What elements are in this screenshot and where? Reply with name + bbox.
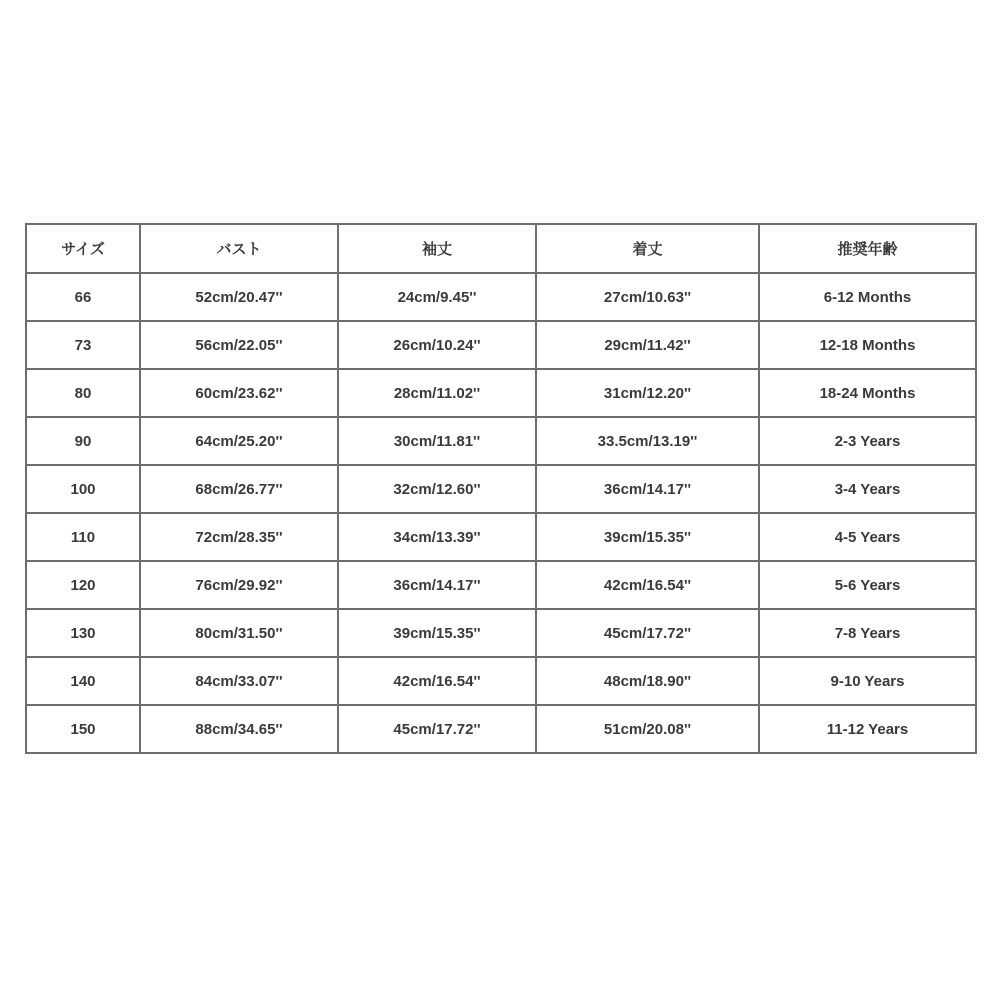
cell-length: 31cm/12.20'' <box>536 369 759 417</box>
cell-bust: 72cm/28.35'' <box>140 513 338 561</box>
table-row <box>26 369 976 417</box>
cell-sleeve: 28cm/11.02'' <box>338 369 536 417</box>
cell-age: 5-6 Years <box>759 561 976 609</box>
cell-bust: 68cm/26.77'' <box>140 465 338 513</box>
table-row <box>26 609 976 657</box>
size-chart-table <box>25 223 977 754</box>
cell-sleeve: 42cm/16.54'' <box>338 657 536 705</box>
cell-length: 42cm/16.54'' <box>536 561 759 609</box>
table-row <box>26 513 976 561</box>
table-row <box>26 561 976 609</box>
cell-bust: 52cm/20.47'' <box>140 273 338 321</box>
column-header-bust: バスト <box>140 224 338 273</box>
cell-length: 29cm/11.42'' <box>536 321 759 369</box>
cell-size: 80 <box>26 369 140 417</box>
table-row <box>26 465 976 513</box>
cell-length: 33.5cm/13.19'' <box>536 417 759 465</box>
column-header-length: 着丈 <box>536 224 759 273</box>
cell-size: 66 <box>26 273 140 321</box>
cell-bust: 88cm/34.65'' <box>140 705 338 753</box>
cell-size: 130 <box>26 609 140 657</box>
cell-sleeve: 30cm/11.81'' <box>338 417 536 465</box>
table-row <box>26 657 976 705</box>
cell-length: 36cm/14.17'' <box>536 465 759 513</box>
cell-sleeve: 26cm/10.24'' <box>338 321 536 369</box>
column-header-sleeve: 袖丈 <box>338 224 536 273</box>
cell-bust: 80cm/31.50'' <box>140 609 338 657</box>
cell-bust: 64cm/25.20'' <box>140 417 338 465</box>
cell-sleeve: 36cm/14.17'' <box>338 561 536 609</box>
cell-size: 110 <box>26 513 140 561</box>
cell-length: 48cm/18.90'' <box>536 657 759 705</box>
column-header-size: サイズ <box>26 224 140 273</box>
table-row <box>26 417 976 465</box>
cell-size: 90 <box>26 417 140 465</box>
cell-sleeve: 45cm/17.72'' <box>338 705 536 753</box>
cell-age: 9-10 Years <box>759 657 976 705</box>
cell-bust: 84cm/33.07'' <box>140 657 338 705</box>
cell-length: 27cm/10.63'' <box>536 273 759 321</box>
cell-size: 120 <box>26 561 140 609</box>
cell-sleeve: 24cm/9.45'' <box>338 273 536 321</box>
column-header-age: 推奨年齢 <box>759 224 976 273</box>
cell-age: 4-5 Years <box>759 513 976 561</box>
cell-age: 12-18 Months <box>759 321 976 369</box>
cell-age: 2-3 Years <box>759 417 976 465</box>
cell-length: 51cm/20.08'' <box>536 705 759 753</box>
cell-age: 11-12 Years <box>759 705 976 753</box>
cell-size: 140 <box>26 657 140 705</box>
cell-bust: 60cm/23.62'' <box>140 369 338 417</box>
cell-size: 73 <box>26 321 140 369</box>
cell-age: 3-4 Years <box>759 465 976 513</box>
cell-length: 45cm/17.72'' <box>536 609 759 657</box>
table-row <box>26 321 976 369</box>
cell-size: 100 <box>26 465 140 513</box>
cell-sleeve: 32cm/12.60'' <box>338 465 536 513</box>
cell-bust: 76cm/29.92'' <box>140 561 338 609</box>
table-row <box>26 705 976 753</box>
cell-size: 150 <box>26 705 140 753</box>
cell-length: 39cm/15.35'' <box>536 513 759 561</box>
size-chart-container <box>25 223 975 754</box>
cell-bust: 56cm/22.05'' <box>140 321 338 369</box>
cell-age: 6-12 Months <box>759 273 976 321</box>
header-row <box>26 224 976 273</box>
table-row <box>26 273 976 321</box>
cell-sleeve: 34cm/13.39'' <box>338 513 536 561</box>
cell-age: 18-24 Months <box>759 369 976 417</box>
cell-age: 7-8 Years <box>759 609 976 657</box>
cell-sleeve: 39cm/15.35'' <box>338 609 536 657</box>
